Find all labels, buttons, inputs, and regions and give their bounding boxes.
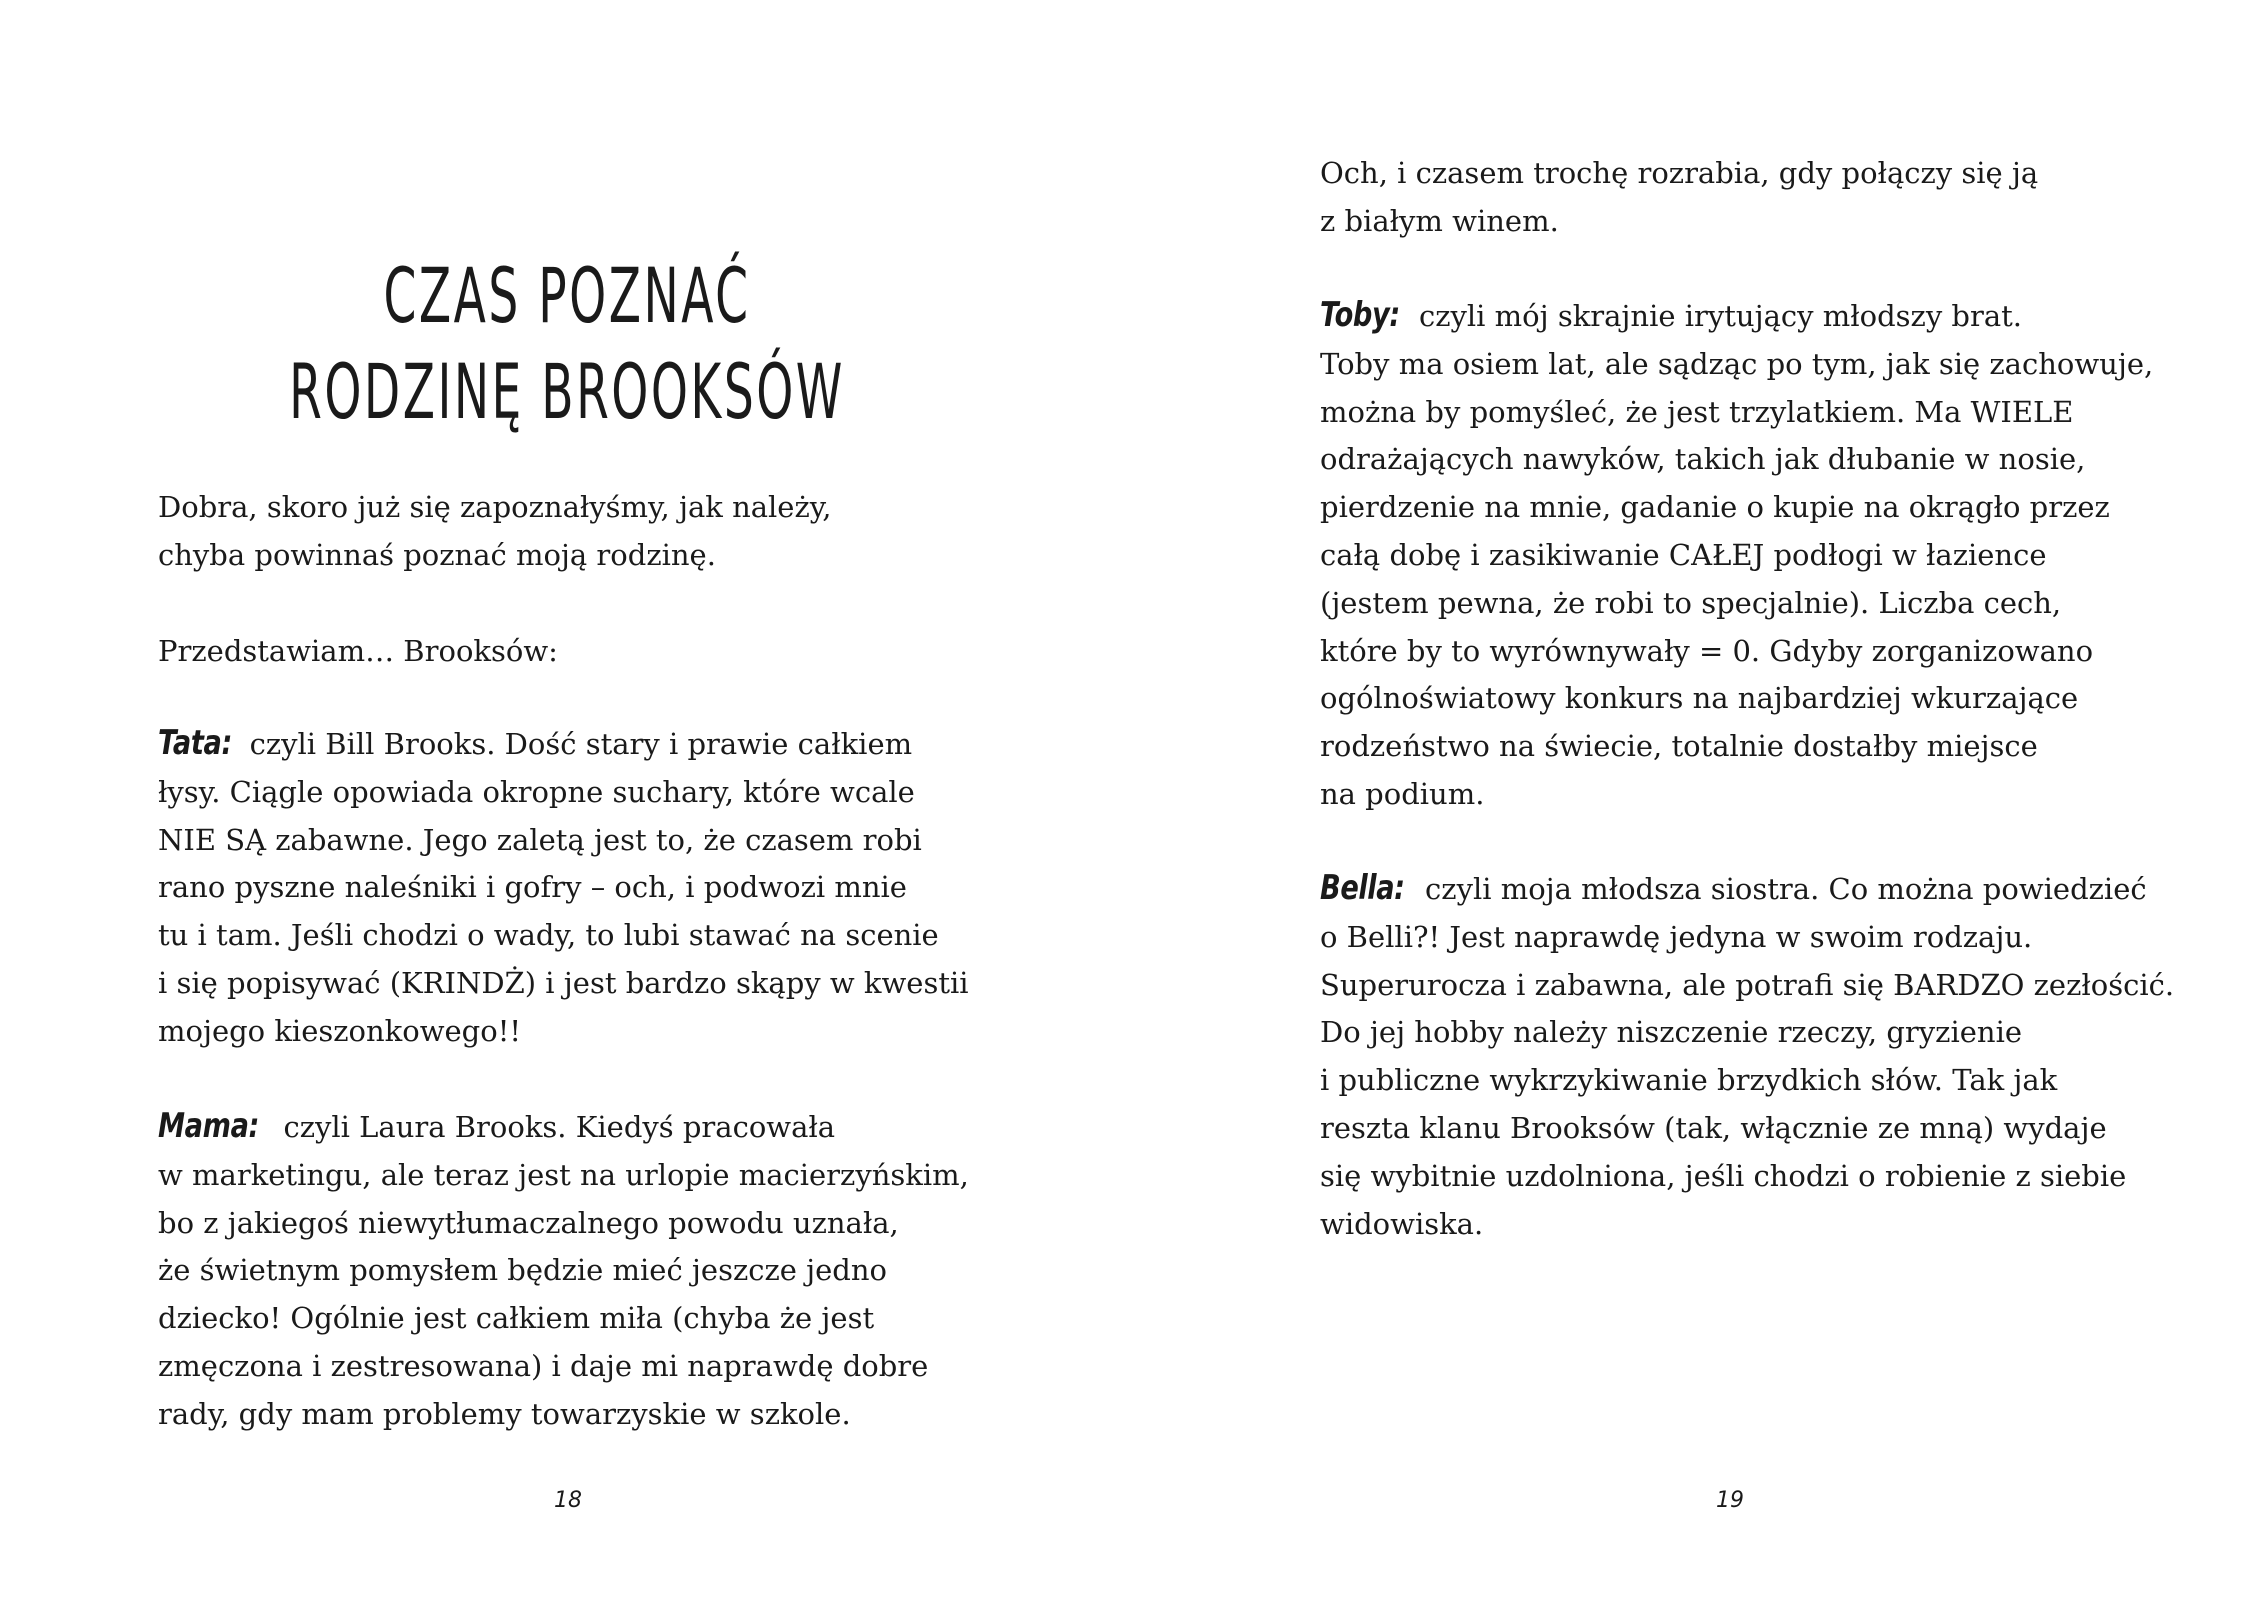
text-line: całą dobę i zasikiwanie CAŁEJ podłogi w łazience — [1320, 537, 2047, 572]
text-line: że świetnym pomysłem będzie mieć jeszcze jedno — [158, 1253, 887, 1288]
bella-paragraph — [1320, 865, 2175, 1248]
text-line: pierdzenie na mnie, gadanie o kupie na okrągło przez — [1320, 490, 2110, 525]
text-line: i się popisywać (KRINDŻ) i jest bardzo skąpy w kwestii — [158, 965, 969, 1000]
text-fragment: czyli mój skrajnie irytujący młodszy brat. — [1409, 299, 2023, 333]
text-line: (jestem pewna, że robi to specjalnie). Liczba cech, — [1320, 585, 2062, 620]
text-line: Och, i czasem trochę rozrabia, gdy połączy się ją — [1320, 156, 2039, 190]
text-line: Przedstawiam… Brooksów: — [158, 634, 558, 668]
text-line: w marketingu, ale teraz jest na urlopie macierzyńskim, — [158, 1157, 969, 1192]
mama-label: Mama: — [158, 1106, 259, 1146]
text-line — [1320, 865, 2150, 914]
text-fragment: czyli Bill Brooks. Dość stary i prawie całkiem — [240, 727, 913, 761]
chapter-title-line-2: RODZINĘ BROOKSÓW — [289, 347, 845, 436]
text-line: łysy. Ciągle opowiada okropne suchary, które wcale — [158, 774, 915, 809]
text-line: mojego kieszonkowego!! — [158, 1013, 522, 1048]
text-line: tu i tam. Jeśli chodzi o wady, to lubi stawać na scenie — [158, 918, 939, 953]
text-line: zmęczona i zestresowana) i daje mi naprawdę dobre — [158, 1348, 929, 1383]
text-line: z białym winem. — [1320, 203, 1559, 238]
text-line: które by to wyrównywały = 0. Gdyby zorganizowano — [1320, 633, 2094, 668]
text-fragment: czyli Laura Brooks. Kiedyś pracowała — [274, 1110, 836, 1144]
text-line: reszta klanu Brooksów (tak, włącznie ze mną) wydaje — [1320, 1110, 2107, 1145]
text-line: widowiska. — [1320, 1206, 1484, 1241]
text-line: odrażających nawyków, takich jak dłubanie w nosie, — [1320, 442, 2086, 477]
text-line: Superurocza i zabawna, ale potrafi się BARDZO zezłościć. — [1320, 967, 2175, 1002]
text-line: NIE SĄ zabawne. Jego zaletą jest to, że czasem robi — [158, 822, 922, 857]
text-line: i publiczne wykrzykiwanie brzydkich słów. Tak jak — [1320, 1063, 2058, 1098]
toby-paragraph — [1320, 292, 2154, 819]
text-line: można by pomyśleć, że jest trzylatkiem. Ma WIELE — [1320, 394, 2074, 429]
text-line: Toby ma osiem lat, ale sądząc po tym, jak się zachowuje, — [1320, 346, 2154, 381]
toby-label: Toby: — [1320, 295, 1400, 335]
page-number-left: 18 — [554, 1488, 582, 1513]
text-line: bo z jakiegoś niewytłumaczalnego powodu uznała, — [158, 1205, 899, 1240]
text-line: się wybitnie uzdolniona, jeśli chodzi o robienie z siebie — [1320, 1158, 2127, 1193]
text-line: na podium. — [1320, 776, 1485, 811]
chapter-title-line-1: CZAS POZNAĆ — [383, 251, 751, 340]
text-line: Do jej hobby należy niszczenie rzeczy, gryzienie — [1320, 1015, 2023, 1050]
text-line: chyba powinnaś poznać moją rodzinę. — [158, 537, 716, 572]
tata-label: Tata: — [158, 723, 232, 763]
page-number-right: 19 — [1716, 1488, 1744, 1513]
text-line: dziecko! Ogólnie jest całkiem miła (chyba że jest — [158, 1301, 875, 1336]
text-line: rano pyszne naleśniki i gofry – och, i podwozi mnie — [158, 870, 907, 905]
text-fragment: czyli moja młodsza siostra. Co można powiedzieć — [1415, 872, 2147, 906]
text-line: rady, gdy mam problemy towarzyskie w szkole. — [158, 1396, 851, 1431]
text-line: rodzeństwo na świecie, totalnie dostałby miejsce — [1320, 729, 2038, 764]
text-line: Dobra, skoro już się zapoznałyśmy, jak należy, — [158, 490, 832, 524]
text-line — [1320, 292, 2150, 341]
bella-label: Bella: — [1320, 868, 1405, 908]
continuation-paragraph — [1320, 150, 2150, 246]
text-line: ogólnoświatowy konkurs na najbardziej wkurzające — [1320, 681, 2079, 716]
text-line: o Belli?! Jest naprawdę jedyna w swoim rodzaju. — [1320, 919, 2033, 954]
